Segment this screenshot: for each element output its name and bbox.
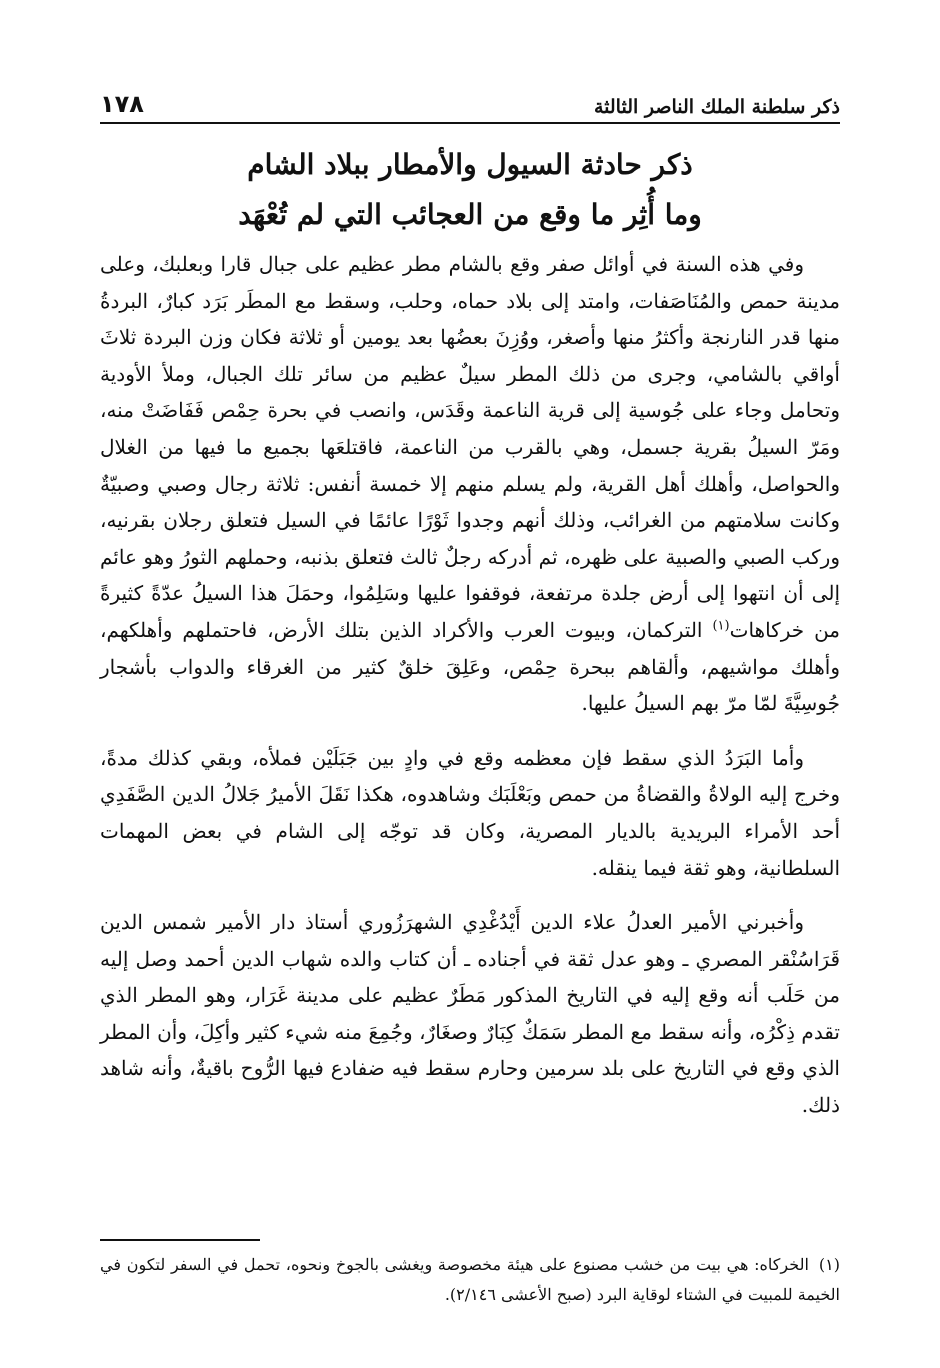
- page-number: ١٧٨: [100, 90, 144, 118]
- chapter-title-line-2: وما أُثِر ما وقع من العجائب التي لم تُعْهَد: [238, 198, 702, 231]
- footnote-divider: [100, 1239, 260, 1241]
- paragraph-1-text-before: وفي هذه السنة في أوائل صفر وقع بالشام مطر عظيم على جبال قارا وبعلبك، وعلى مدينة حمص والمُنَاصَفات، وامتد إلى بلاد حماه، وحلب، وسقط مع المطَر بَرَد كبارٌ، البردةُ منها قدر النارنجة وأكثرُ منها وأصغر، ووُزِنَ بعضُها بعد يومين أو ثلاثة فكان وزن البردة ثلاثَ أواقي بالشامي، وجرى من ذلك المطر سيلٌ عظيم من سائر تلك الجبال، وملأ الأودية وتحامل وجاء على جُوسية إلى قرية الناعمة وقَدَس، وانصب في بحرة حِمْص فَفَاضَتْ منه، ومَرّ السيلُ بقرية جسمل، وهي بالقرب من الناعمة، فاقتلعَها بجميع ما فيها من الغلال والحواصل، وأهلك أهل القرية، ولم يسلم منهم إلا خمسة أنفس: ثلاثة رجال وصبي وصبيّةٌ وكانت سلامتهم من الغرائب، وذلك أنهم وجدوا ثَوْرًا عائمًا في السيل فتعلق رجلان بقرنيه، وركب الصبي والصبية على ظهره، ثم أدركه رجلٌ ثالث فتعلق بذنبه، وحملهم الثورُ وهو عائم إلى أن انتهوا إلى أرض جلدة مرتفعة، فوقفوا عليها وسَلِمُوا، وحمَلَ هذا السيلُ عدّةً كثيرةً من خركاهات: [100, 252, 841, 642]
- footnotes: [100, 1250, 840, 1310]
- footnote-text: الخركاه: هي بيت من خشب مصنوع على هيئة مخصوصة ويغشى بالجوخ ونحوه، تحمل في السفر لتكون في الخيمة للمبيت في الشتاء لوقاية البرد (صبح الأعشى ٢/١٤٦).: [100, 1255, 840, 1304]
- footnote-1: [100, 1250, 840, 1310]
- body-text: [100, 246, 840, 1142]
- header-divider: [100, 122, 840, 124]
- paragraph-1-text-after: التركمان، وبيوت العرب والأكراد الذين بتلك الأرض، فاحتملهم وأهلكهم، وأهلك مواشيهم، وألقاهم ببحرة حِمْص، وعَلِقَ خلقٌ كثير من الغرقاء والدواب بأشجار جُوسِيَّةَ لمّا مرّ بهم السيلُ عليها.: [100, 617, 840, 716]
- page-header: [100, 82, 840, 118]
- running-title: ذكر سلطنة الملك الناصر الثالثة: [593, 96, 840, 118]
- chapter-title: [100, 140, 840, 240]
- chapter-title-line-1: ذكر حادثة السيول والأمطار ببلاد الشام: [247, 148, 693, 181]
- footnote-marker: (١): [818, 1255, 840, 1274]
- paragraph-2: وأما البَرَدُ الذي سقط فإن معظمه وقع في وادٍ بين جَبَلَيْن فملأه، وبقي كذلك مدةً، وخرج إليه الولاةُ والقضاةُ من حمص وبَعْلَبَك وشاهدوه، هكذا نَقَلَ الأميرُ جَلالُ الدين الصَّفَدِي أحد الأمراء البريدية بالديار المصرية، وكان قد توجّه إلى الشام في بعض المهمات السلطانية، وهو ثقة فيما ينقله.: [100, 745, 840, 880]
- paragraph-1: [100, 246, 840, 722]
- footnote-reference: (١): [712, 618, 730, 634]
- paragraph-3: وأخبرني الأمير العدلُ علاء الدين أَيْدُغْدِي الشهرَزُوري أستاذ دار الأمير شمس الدين قَرَاسُنْقر المصري ـ وهو عدل ثقة في أجناده ـ أن كتاب والده شهاب الدين أحمد وصل إليه من حَلَب أنه وقع إليه في التاريخ المذكور مَطَرٌ عظيم على مدينة غَرَار، وهو المطر الذي تقدم ذِكْرُه، وأنه سقط مع المطر سَمَكٌ كِبَارٌ وصغَارٌ، وجُمِعَ منه شيء كثير وأكِلَ، وأن المطر الذي وقع في التاريخ على بلد سرمين وحارم سقط فيه ضفادع فيها الرُّوح باقيةٌ، وأنه شاهد ذلك.: [100, 910, 840, 1118]
